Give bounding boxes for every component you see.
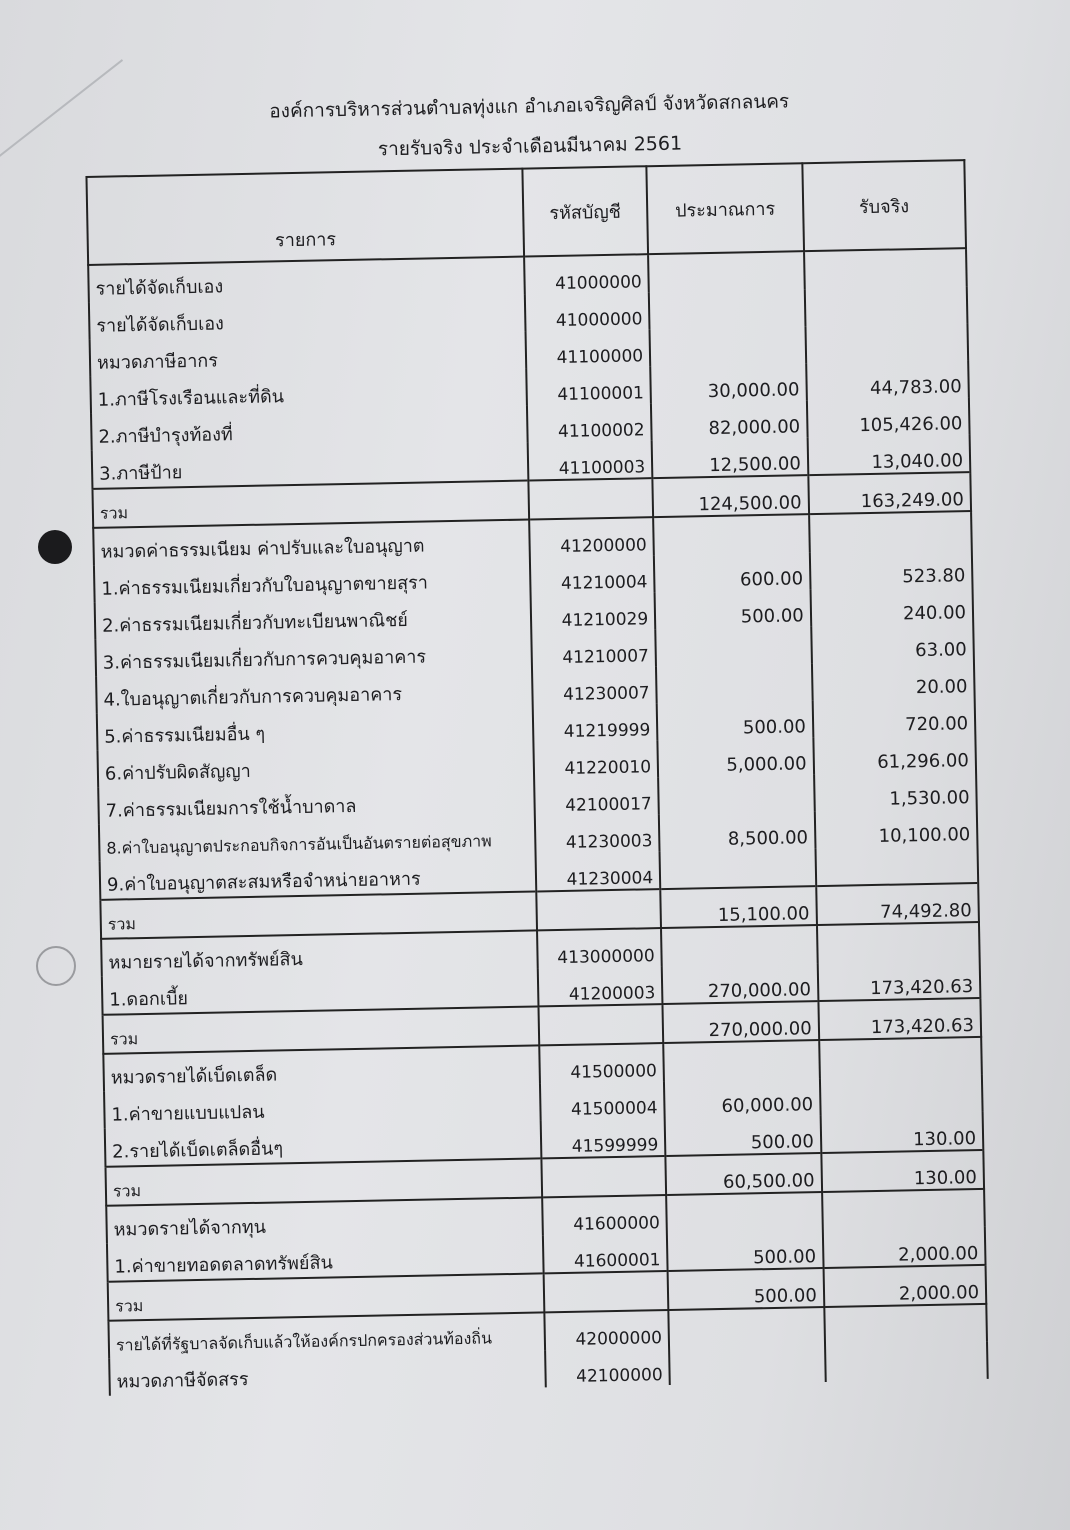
row-actual (822, 1189, 985, 1230)
table-body (88, 248, 988, 1396)
row-account-code: 41599999 (540, 1118, 665, 1158)
row-actual: 720.00 (812, 697, 975, 737)
row-account-code: 41230004 (535, 851, 660, 891)
row-account-code: 42100017 (534, 777, 659, 816)
row-estimate: 500.00 (665, 1115, 821, 1156)
row-account-code: 41100001 (526, 366, 651, 405)
row-item: รวม (100, 891, 536, 938)
row-estimate: 500.00 (657, 700, 813, 740)
row-account-code: 41000000 (524, 292, 649, 331)
row-account-code (541, 1156, 666, 1197)
row-item: หมวดภาษีอากร (90, 332, 526, 377)
header-actual: รับจริง (802, 160, 966, 251)
row-account-code (536, 889, 661, 930)
row-actual (817, 922, 980, 963)
row-actual (805, 323, 968, 363)
row-account-code: 42000000 (544, 1310, 669, 1350)
row-estimate: 15,100.00 (660, 886, 816, 928)
row-estimate: 60,500.00 (666, 1153, 822, 1195)
row-actual (809, 511, 972, 552)
row-item: 1.ดอกเบี้ย (102, 968, 538, 1014)
row-item: 9.ค่าใบอนุญาตสะสมหรือจำหน่ายอาหาร (100, 853, 536, 899)
row-estimate: 12,500.00 (652, 437, 808, 478)
row-estimate: 60,000.00 (664, 1078, 820, 1118)
header-estimate: ประมาณการ (646, 163, 803, 254)
row-actual: 2,000.00 (823, 1227, 986, 1268)
row-account-code (538, 1004, 663, 1045)
row-actual: 173,420.63 (818, 998, 981, 1040)
row-account-code: 41219999 (532, 703, 657, 742)
row-account-code: 413000000 (537, 928, 662, 968)
row-account-code: 41210004 (530, 555, 655, 594)
row-actual: 1,530.00 (814, 771, 977, 811)
header-item: รายการ (86, 169, 523, 265)
table-header-row (86, 160, 966, 265)
row-actual (820, 1075, 983, 1115)
row-actual (804, 248, 967, 289)
row-item: รายได้จัดเก็บเอง (88, 257, 524, 303)
row-account-code: 41200003 (537, 966, 662, 1006)
row-estimate: 124,500.00 (652, 475, 808, 517)
row-account-code: 41230007 (532, 666, 657, 705)
row-actual: 74,492.80 (816, 883, 979, 925)
revenue-table (85, 159, 988, 1396)
row-actual: 2,000.00 (823, 1265, 986, 1307)
row-estimate (669, 1345, 825, 1385)
row-account-code: 41100002 (527, 403, 652, 442)
row-item: หมวดรายได้จากทุน (106, 1197, 542, 1243)
row-estimate (650, 326, 806, 366)
row-actual (824, 1304, 987, 1345)
punch-hole (38, 530, 72, 564)
row-account-code: 41100003 (527, 440, 652, 480)
row-actual: 63.00 (811, 623, 974, 663)
punch-hole-outline (36, 946, 76, 986)
row-item: รวม (108, 1273, 544, 1320)
row-estimate: 8,500.00 (659, 811, 815, 851)
row-estimate (649, 289, 805, 329)
row-account-code: 41100000 (525, 329, 650, 368)
row-actual: 240.00 (810, 586, 973, 626)
row-account-code: 41000000 (524, 254, 649, 294)
row-item: รวม (92, 481, 528, 528)
row-item: 1.ค่าธรรมเนียมเกี่ยวกับใบอนุญาตขายสุรา (94, 558, 530, 603)
row-estimate: 500.00 (655, 589, 811, 629)
row-actual: 130.00 (821, 1150, 984, 1192)
row-item: หมวดค่าธรรมเนียม ค่าปรับและใบอนุญาต (93, 520, 529, 566)
row-item: 6.ค่าปรับผิดสัญญา (97, 742, 533, 787)
row-account-code (543, 1271, 668, 1312)
row-account-code: 41600001 (543, 1233, 668, 1273)
row-estimate: 82,000.00 (651, 400, 807, 440)
row-item: 5.ค่าธรรมเนียมอื่น ๆ (97, 706, 533, 751)
revenue-report (84, 83, 999, 1396)
row-item: หมวดภาษีจัดสรร (109, 1350, 545, 1395)
row-item: 1.ค่าขายแบบแปลน (104, 1083, 540, 1128)
row-estimate (656, 663, 812, 703)
row-account-code: 41230003 (534, 814, 659, 853)
row-actual: 61,296.00 (813, 734, 976, 774)
row-item: หมวดรายได้เบ็ดเตล็ด (103, 1045, 539, 1091)
row-estimate (648, 251, 804, 292)
row-estimate (668, 1307, 824, 1348)
row-estimate (655, 626, 811, 666)
row-account-code: 41200000 (529, 517, 654, 557)
row-estimate: 600.00 (654, 552, 810, 592)
report-title: องค์การบริหารส่วนตำบลทุ่งแก อำเภอเจริญศิลป์ จังหวัดสกลนคร (269, 90, 790, 123)
row-item: รายได้ที่รัฐบาลจัดเก็บแล้วให้องค์กรปกครองส่วนท้องถิ่น (108, 1312, 544, 1358)
row-actual: 13,040.00 (807, 434, 970, 475)
row-item: 7.ค่าธรรมเนียมการใช้น้ำบาดาล (98, 779, 534, 824)
row-estimate (666, 1192, 822, 1233)
row-actual: 173,420.63 (817, 960, 980, 1001)
row-account-code: 41500004 (540, 1081, 665, 1120)
row-estimate (663, 1040, 819, 1081)
row-item: 4.ใบอนุญาตเกี่ยวกับการควบคุมอาคาร (96, 669, 532, 714)
row-actual: 10,100.00 (815, 808, 978, 848)
row-account-code: 42100000 (545, 1348, 670, 1387)
row-item: 8.ค่าใบอนุญาตประกอบกิจการอันเป็นอันตรายต่อสุขภาพ (99, 816, 535, 861)
row-actual: 44,783.00 (806, 360, 969, 400)
row-account-code (528, 478, 653, 519)
row-actual (804, 286, 967, 326)
row-actual (825, 1342, 988, 1382)
row-estimate: 30,000.00 (650, 363, 806, 403)
row-item: หมายรายได้จากทรัพย์สิน (101, 930, 537, 976)
row-estimate (660, 848, 816, 889)
row-item: 3.ภาษีป้าย (92, 443, 528, 489)
row-item: 3.ค่าธรรมเนียมเกี่ยวกับการควบคุมอาคาร (95, 632, 531, 677)
row-account-code: 41210029 (530, 592, 655, 631)
row-estimate (653, 514, 809, 555)
report-subtitle: รายรับจริง ประจำเดือนมีนาคม 2561 (377, 132, 683, 161)
row-item: 1.ค่าขายทอดตลาดทรัพย์สิน (107, 1235, 543, 1281)
row-estimate (658, 774, 814, 814)
row-item: รวม (105, 1158, 541, 1205)
row-account-code: 41210007 (531, 629, 656, 668)
row-item: 1.ภาษีโรงเรือนและที่ดิน (90, 369, 526, 414)
row-estimate: 500.00 (668, 1268, 824, 1310)
row-actual: 523.80 (810, 549, 973, 589)
row-actual: 105,426.00 (807, 397, 970, 437)
row-actual: 130.00 (820, 1112, 983, 1153)
row-account-code: 41600000 (542, 1195, 667, 1235)
row-actual: 163,249.00 (808, 472, 971, 514)
row-account-code: 41220010 (533, 740, 658, 779)
row-actual: 20.00 (812, 660, 975, 700)
row-estimate: 500.00 (667, 1230, 823, 1271)
header-account-code: รหัสบัญชี (522, 166, 648, 256)
row-estimate (661, 925, 817, 966)
row-estimate: 5,000.00 (658, 737, 814, 777)
row-estimate: 270,000.00 (663, 1001, 819, 1043)
row-item: รายได้จัดเก็บเอง (89, 295, 525, 340)
row-account-code: 41500000 (539, 1043, 664, 1083)
row-item: 2.ภาษีบำรุงท้องที่ (91, 406, 527, 451)
row-actual (815, 845, 978, 886)
row-estimate: 270,000.00 (662, 963, 818, 1004)
row-item: 2.ค่าธรรมเนียมเกี่ยวกับทะเบียนพาณิชย์ (95, 595, 531, 640)
row-item: รวม (103, 1006, 539, 1053)
row-item: 2.รายได้เบ็ดเตล็ดอื่นๆ (105, 1120, 541, 1166)
row-actual (819, 1037, 982, 1078)
